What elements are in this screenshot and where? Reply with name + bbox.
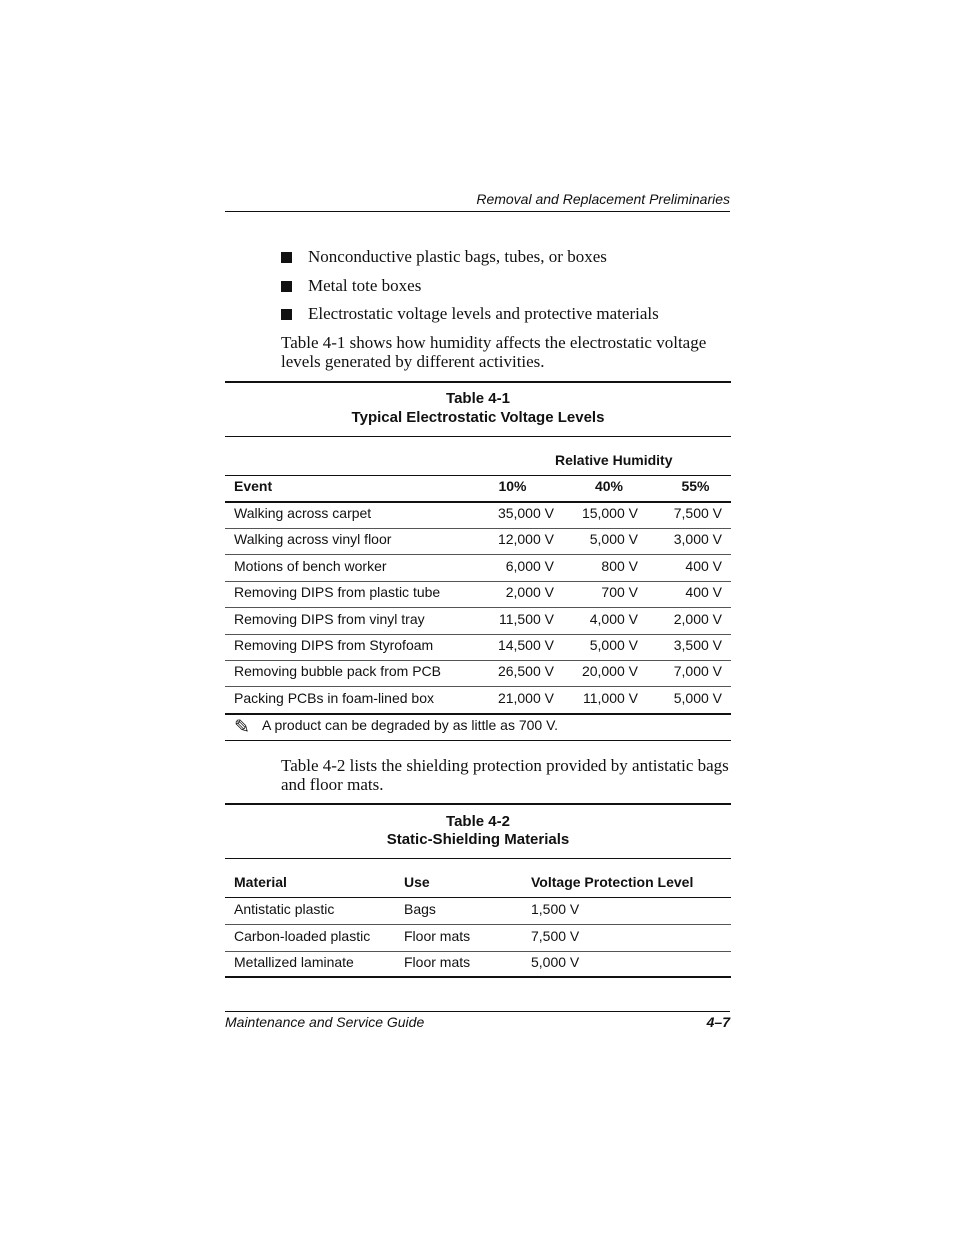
table2-header-rule <box>225 897 731 898</box>
square-bullet-icon <box>281 309 292 320</box>
table1-header-rule <box>225 501 731 503</box>
cell-event: Motions of bench worker <box>234 557 387 574</box>
list-item <box>281 247 659 276</box>
cell-40: 11,000 V <box>582 689 638 706</box>
cell-40: 4,000 V <box>589 610 638 627</box>
square-bullet-icon <box>281 252 292 263</box>
cell-use: Floor mats <box>404 927 471 944</box>
list-item <box>281 304 659 333</box>
cell-10: 6,000 V <box>505 557 554 574</box>
table2-col-material: Material <box>234 874 287 890</box>
bullet-text: Nonconductive plastic bags, tubes, or boxes <box>308 247 607 266</box>
cell-10: 12,000 V <box>497 531 554 548</box>
row-divider <box>225 924 731 925</box>
cell-40: 700 V <box>601 584 638 601</box>
page-number: 4–7 <box>706 1014 730 1030</box>
cell-use: Floor mats <box>404 954 471 970</box>
table1-note: A product can be degraded by as little as 700 V. <box>262 717 559 733</box>
cell-10: 2,000 V <box>505 584 554 601</box>
row-divider <box>225 951 731 952</box>
table1-title: Typical Electrostatic Voltage Levels <box>351 409 605 426</box>
cell-voltage: 5,000 V <box>531 954 580 970</box>
cell-10: 26,500 V <box>497 663 554 680</box>
table1-group-header: Relative Humidity <box>555 452 673 468</box>
cell-event: Walking across vinyl floor <box>234 531 392 548</box>
table2-bottom-rule <box>225 976 731 978</box>
cell-voltage: 1,500 V <box>531 901 580 917</box>
table1-bottom-rule <box>225 713 731 715</box>
row-divider <box>225 686 731 687</box>
cell-material: Carbon-loaded plastic <box>234 927 371 944</box>
cell-55: 7,500 V <box>673 505 722 521</box>
table2-title: Static-Shielding Materials <box>386 831 570 848</box>
cell-40: 15,000 V <box>581 505 638 521</box>
cell-event: Removing bubble pack from PCB <box>234 663 441 680</box>
table1-note-rule <box>225 740 731 741</box>
footer-title: Maintenance and Service Guide <box>225 1014 425 1030</box>
cell-40: 20,000 V <box>581 663 638 680</box>
bullet-list <box>281 247 659 333</box>
table1-col-10: 10% <box>498 478 527 494</box>
row-divider <box>225 660 731 661</box>
cell-40: 5,000 V <box>589 531 638 548</box>
cell-material: Metallized laminate <box>234 954 354 970</box>
cell-event: Removing DIPS from plastic tube <box>234 584 441 601</box>
cell-event: Removing DIPS from Styrofoam <box>234 637 434 653</box>
pencil-note-icon: ✎ <box>234 717 250 738</box>
cell-55: 3,500 V <box>673 637 722 653</box>
cell-event: Removing DIPS from vinyl tray <box>234 610 425 627</box>
second-paragraph: Table 4-2 lists the shielding protection provided by antistatic bags and floor mats. <box>281 756 729 794</box>
cell-10: 21,000 V <box>497 689 554 706</box>
square-bullet-icon <box>281 281 292 292</box>
intro-paragraph: Table 4-1 shows how humidity affects the electrostatic voltage levels generated by different activities. <box>281 333 707 371</box>
cell-10: 35,000 V <box>497 505 554 521</box>
header-rule <box>225 211 730 212</box>
table2-number: Table 4-2 <box>446 813 510 830</box>
cell-55: 3,000 V <box>673 531 722 548</box>
cell-10: 11,500 V <box>498 610 554 627</box>
cell-40: 5,000 V <box>589 637 638 653</box>
footer-rule <box>225 1011 730 1012</box>
running-head: Removal and Replacement Preliminaries <box>476 191 730 207</box>
table1-col-40: 40% <box>594 478 624 494</box>
table1-col-event: Event <box>234 478 273 494</box>
row-divider <box>225 528 731 529</box>
cell-event: Walking across carpet <box>234 505 372 521</box>
table2-caption-rule <box>225 858 731 859</box>
cell-55: 7,000 V <box>673 663 722 680</box>
cell-10: 14,500 V <box>497 637 554 653</box>
row-divider <box>225 634 731 635</box>
cell-55: 2,000 V <box>673 610 722 627</box>
table1-number: Table 4-1 <box>446 390 510 407</box>
table2-col-voltage: Voltage Protection Level <box>531 874 694 890</box>
list-item <box>281 276 659 305</box>
cell-event: Packing PCBs in foam-lined box <box>234 689 434 706</box>
cell-55: 400 V <box>685 557 722 574</box>
bullet-text: Metal tote boxes <box>308 275 422 295</box>
bullet-text: Electrostatic voltage levels and protective materials <box>308 304 659 323</box>
cell-40: 800 V <box>601 557 638 574</box>
table1-group-rule <box>225 475 731 476</box>
row-divider <box>225 607 731 608</box>
cell-55: 400 V <box>685 584 722 601</box>
row-divider <box>225 554 731 555</box>
table2-col-use: Use <box>404 874 430 890</box>
table2-top-rule <box>225 803 731 805</box>
table1-caption-rule <box>225 436 731 437</box>
cell-use: Bags <box>404 901 436 917</box>
row-divider <box>225 581 731 582</box>
table1-top-rule <box>225 381 731 383</box>
table1-col-55: 55% <box>681 478 710 494</box>
cell-55: 5,000 V <box>673 689 722 706</box>
cell-voltage: 7,500 V <box>531 927 580 944</box>
cell-material: Antistatic plastic <box>234 901 335 917</box>
